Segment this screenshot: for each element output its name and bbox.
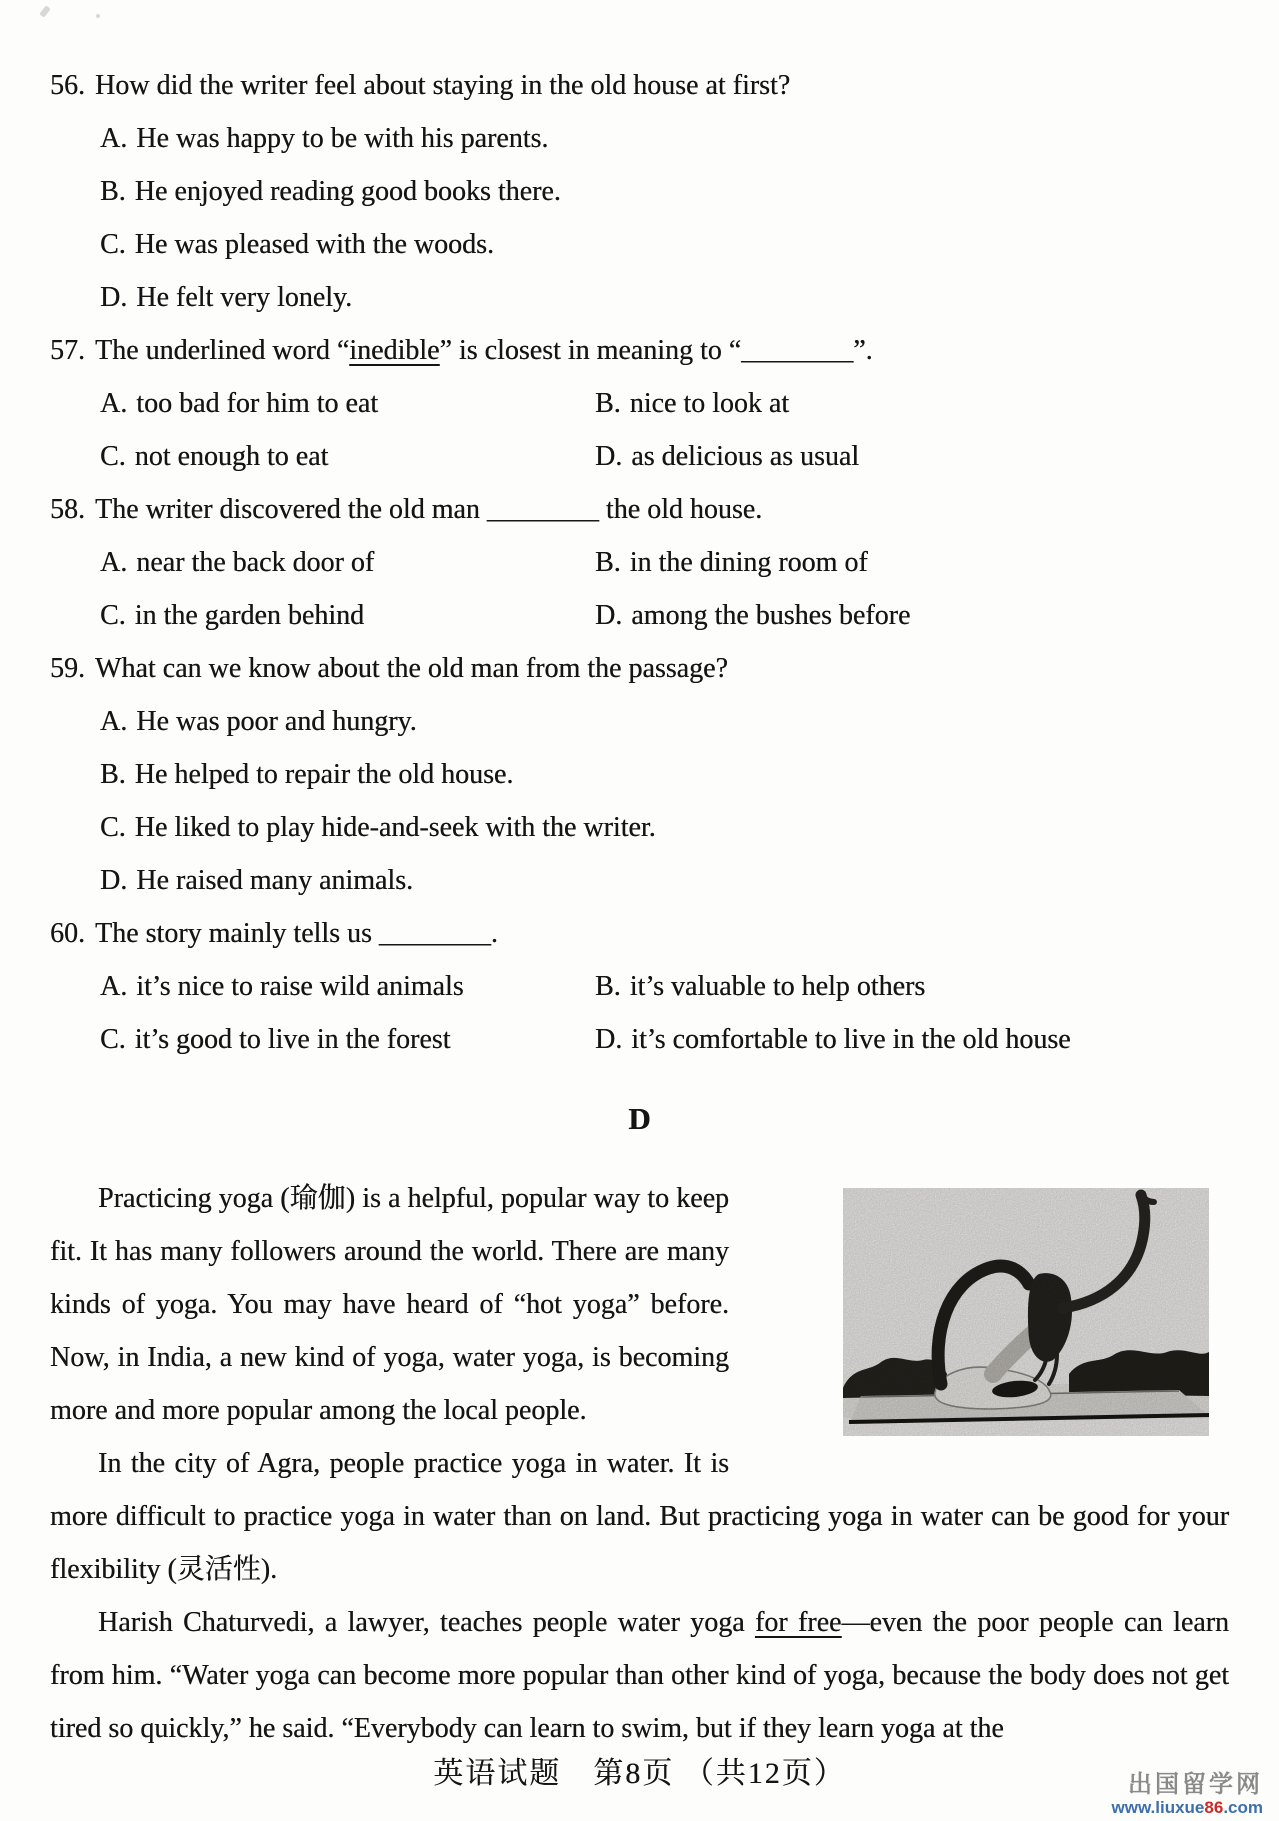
option-58-a (100, 536, 595, 589)
option-label: D. (595, 1024, 623, 1055)
option-text: nice to look at (629, 388, 790, 419)
option-59-d (50, 854, 1229, 907)
option-label: A. (100, 123, 128, 154)
page-footer: 英语试题 第8页 （共12页） (433, 1757, 846, 1790)
question-number: 56. (50, 70, 85, 101)
option-60-c (100, 1013, 595, 1066)
option-text: He helped to repair the old house. (134, 759, 514, 790)
option-text: He was poor and hungry. (136, 706, 417, 737)
option-59-a (50, 695, 1229, 748)
option-label: D. (100, 282, 128, 313)
option-58-d (595, 589, 910, 642)
option-56-a (50, 112, 1229, 165)
passage-paragraph-1: Practicing yoga (瑜伽) is a helpful, popular way to keep fit. It has many followers around the world. There are many kinds of yoga. You may have heard of “hot yoga” before. Now, in India, a new kind of yoga, water yoga, is becoming more and more popular among the local people. (50, 1183, 729, 1426)
passage-text: —even the poor people can learn from him. “Water yoga can become more popular than other kind of yoga, because the body does not get tired so quickly,” he said. “Everybody can learn to swim, but if they learn yoga at the (50, 1607, 1229, 1744)
option-text: near the back door of (136, 547, 375, 578)
option-label: D. (595, 600, 623, 631)
option-60-b (595, 960, 925, 1013)
passage-paragraph-2: In the city of Agra, people practice yoga in water. It is more difficult to practice yoga in water than on land. But practicing yoga in water can be good for your flexibility (灵活性). (50, 1448, 1229, 1585)
passage-text: Harish Chaturvedi, a lawyer, teaches people water yoga (98, 1607, 755, 1638)
underlined-phrase: for free (754, 1607, 842, 1638)
option-label: D. (100, 865, 128, 896)
option-label: A. (100, 547, 128, 578)
question-text: How did the writer feel about staying in the old house at first? (95, 70, 791, 101)
option-58-b (595, 536, 868, 589)
option-label: C. (100, 812, 126, 843)
option-text: He was happy to be with his parents. (136, 123, 549, 154)
option-label: B. (100, 759, 126, 790)
option-60-d (595, 1013, 1071, 1066)
question-text: What can we know about the old man from the passage? (95, 653, 728, 684)
option-57-a (100, 377, 595, 430)
option-label: B. (595, 388, 621, 419)
reading-passage (50, 1172, 1229, 1755)
option-text: He liked to play hide-and-seek with the writer. (134, 812, 656, 843)
option-56-c (50, 218, 1229, 271)
option-text: He was pleased with the woods. (134, 229, 494, 260)
option-label: A. (100, 706, 128, 737)
passage-paragraph-3 (50, 1596, 1229, 1755)
option-label: B. (595, 971, 621, 1002)
option-56-b (50, 165, 1229, 218)
question-number: 59. (50, 653, 85, 684)
option-label: C. (100, 229, 126, 260)
option-text: as delicious as usual (631, 441, 860, 472)
question-text: The writer discovered the old man ________ the old house. (95, 494, 763, 525)
option-text: He enjoyed reading good books there. (134, 176, 561, 207)
yoga-photo (843, 1188, 1209, 1436)
question-number: 60. (50, 918, 85, 949)
watermark-url (1112, 1798, 1264, 1817)
option-text: it’s good to live in the forest (134, 1024, 451, 1055)
photo-float (729, 1172, 1229, 1490)
option-text: too bad for him to eat (136, 388, 379, 419)
question-number: 57. (50, 335, 85, 366)
question-57 (50, 324, 1229, 483)
question-text: The underlined word “ (95, 335, 350, 366)
option-label: C. (100, 441, 126, 472)
option-label: A. (100, 388, 128, 419)
option-text: it’s nice to raise wild animals (136, 971, 464, 1002)
option-58-c (100, 589, 595, 642)
option-label: C. (100, 600, 126, 631)
option-label: C. (100, 1024, 126, 1055)
option-57-c (100, 430, 595, 483)
question-text: The story mainly tells us ________. (95, 918, 498, 949)
scan-speck (96, 14, 100, 18)
scan-speck (39, 5, 51, 17)
option-text: He raised many animals. (136, 865, 414, 896)
option-59-b (50, 748, 1229, 801)
watermark (1112, 1772, 1264, 1817)
question-number: 58. (50, 494, 85, 525)
watermark-url-part: 86 (1204, 1798, 1224, 1817)
option-label: A. (100, 971, 128, 1002)
option-text: He felt very lonely. (136, 282, 353, 313)
question-text: ” is closest in meaning to “________”. (439, 335, 873, 366)
questions-block (50, 59, 1229, 1066)
option-text: among the bushes before (631, 600, 911, 631)
option-56-d (50, 271, 1229, 324)
section-d-heading: D (628, 1101, 651, 1136)
option-text: it’s valuable to help others (629, 971, 926, 1002)
option-text: in the garden behind (134, 600, 365, 631)
option-59-c (50, 801, 1229, 854)
option-label: D. (595, 441, 623, 472)
question-59 (50, 642, 1229, 907)
option-text: in the dining room of (629, 547, 868, 578)
option-label: B. (595, 547, 621, 578)
question-58 (50, 483, 1229, 642)
watermark-site-name: 出国留学网 (1128, 1771, 1263, 1798)
option-57-b (595, 377, 789, 430)
option-57-d (595, 430, 859, 483)
underlined-word: inedible (349, 335, 440, 366)
option-text: it’s comfortable to live in the old house (631, 1024, 1071, 1055)
question-60 (50, 907, 1229, 1066)
option-60-a (100, 960, 595, 1013)
watermark-url-part: www.liuxue (1111, 1798, 1205, 1817)
watermark-url-part: .com (1223, 1798, 1263, 1817)
option-label: B. (100, 176, 126, 207)
option-text: not enough to eat (134, 441, 329, 472)
question-56 (50, 59, 1229, 324)
